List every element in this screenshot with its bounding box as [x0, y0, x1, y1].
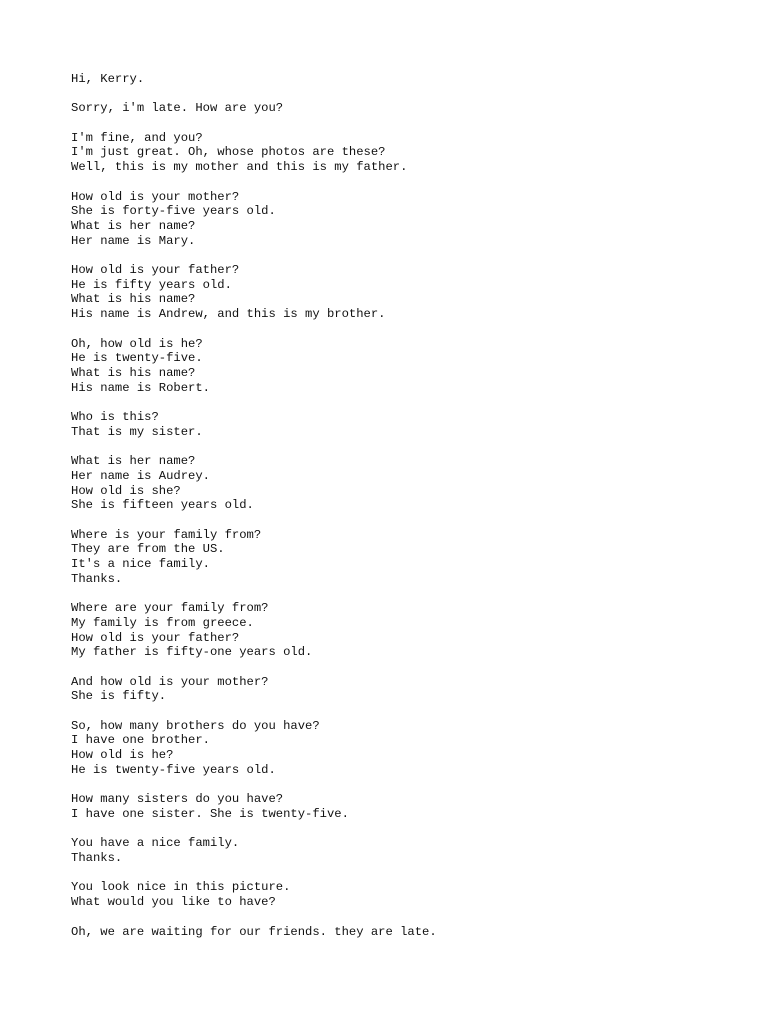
- paragraph-1: [71, 72, 748, 87]
- text-line: What is his name?: [71, 292, 196, 307]
- text-line: He is twenty-five.: [71, 351, 203, 366]
- paragraph-7: [71, 410, 748, 439]
- text-line: How many sisters do you have?: [71, 792, 284, 807]
- text-line: Thanks.: [71, 851, 123, 866]
- text-line: Where are your family from?: [71, 601, 269, 616]
- text-line: Oh, we are waiting for our friends. they are late.: [71, 924, 437, 939]
- text-line: I'm just great. Oh, whose photos are these?: [71, 145, 386, 160]
- text-line: How old is she?: [71, 483, 181, 498]
- text-line: And how old is your mother?: [71, 674, 269, 689]
- text-line: She is forty-five years old.: [71, 204, 276, 219]
- paragraph-9: [71, 528, 748, 587]
- text-line: Thanks.: [71, 571, 123, 586]
- text-line: I have one brother.: [71, 733, 210, 748]
- paragraph-14: [71, 836, 748, 865]
- text-line: How old is your mother?: [71, 189, 240, 204]
- text-line: Who is this?: [71, 410, 159, 425]
- text-line: What would you like to have?: [71, 895, 276, 910]
- text-line: How old is your father?: [71, 263, 240, 278]
- text-line: I have one sister. She is twenty-five.: [71, 806, 349, 821]
- text-line: That is my sister.: [71, 424, 203, 439]
- text-line: My family is from greece.: [71, 615, 254, 630]
- paragraph-5: [71, 263, 748, 322]
- paragraph-8: [71, 454, 748, 513]
- paragraph-3: [71, 131, 748, 175]
- text-line: Hi, Kerry.: [71, 72, 145, 86]
- text-line: You look nice in this picture.: [71, 880, 291, 895]
- paragraph-15: [71, 880, 748, 909]
- text-line: His name is Robert.: [71, 380, 210, 395]
- text-line: Her name is Mary.: [71, 233, 196, 248]
- text-line: My father is fifty-one years old.: [71, 645, 313, 660]
- paragraph-2: [71, 101, 748, 116]
- text-line: So, how many brothers do you have?: [71, 718, 320, 733]
- text-line: It's a nice family.: [71, 557, 210, 572]
- paragraph-12: [71, 719, 748, 778]
- text-line: What is her name?: [71, 218, 196, 233]
- text-line: How old is your father?: [71, 630, 240, 645]
- text-line: Where is your family from?: [71, 527, 262, 542]
- text-line: What is her name?: [71, 454, 196, 469]
- text-line: Sorry, i'm late. How are you?: [71, 101, 284, 116]
- paragraph-11: [71, 675, 748, 704]
- paragraph-4: [71, 190, 748, 249]
- text-line: He is twenty-five years old.: [71, 762, 276, 777]
- paragraph-13: [71, 792, 748, 821]
- paragraph-10: [71, 601, 748, 660]
- paragraph-6: [71, 337, 748, 396]
- text-line: What is his name?: [71, 365, 196, 380]
- text-line: Well, this is my mother and this is my father.: [71, 160, 408, 175]
- text-line: She is fifty.: [71, 689, 167, 704]
- text-line: They are from the US.: [71, 542, 225, 557]
- text-line: How old is he?: [71, 748, 174, 763]
- text-line: I'm fine, and you?: [71, 130, 203, 145]
- text-line: He is fifty years old.: [71, 277, 232, 292]
- text-line: She is fifteen years old.: [71, 498, 254, 513]
- text-line: You have a nice family.: [71, 836, 240, 851]
- text-line: Oh, how old is he?: [71, 336, 203, 351]
- text-line: His name is Andrew, and this is my brother.: [71, 307, 386, 322]
- document-page: [71, 72, 748, 954]
- paragraph-16: [71, 925, 748, 940]
- text-line: Her name is Audrey.: [71, 468, 210, 483]
